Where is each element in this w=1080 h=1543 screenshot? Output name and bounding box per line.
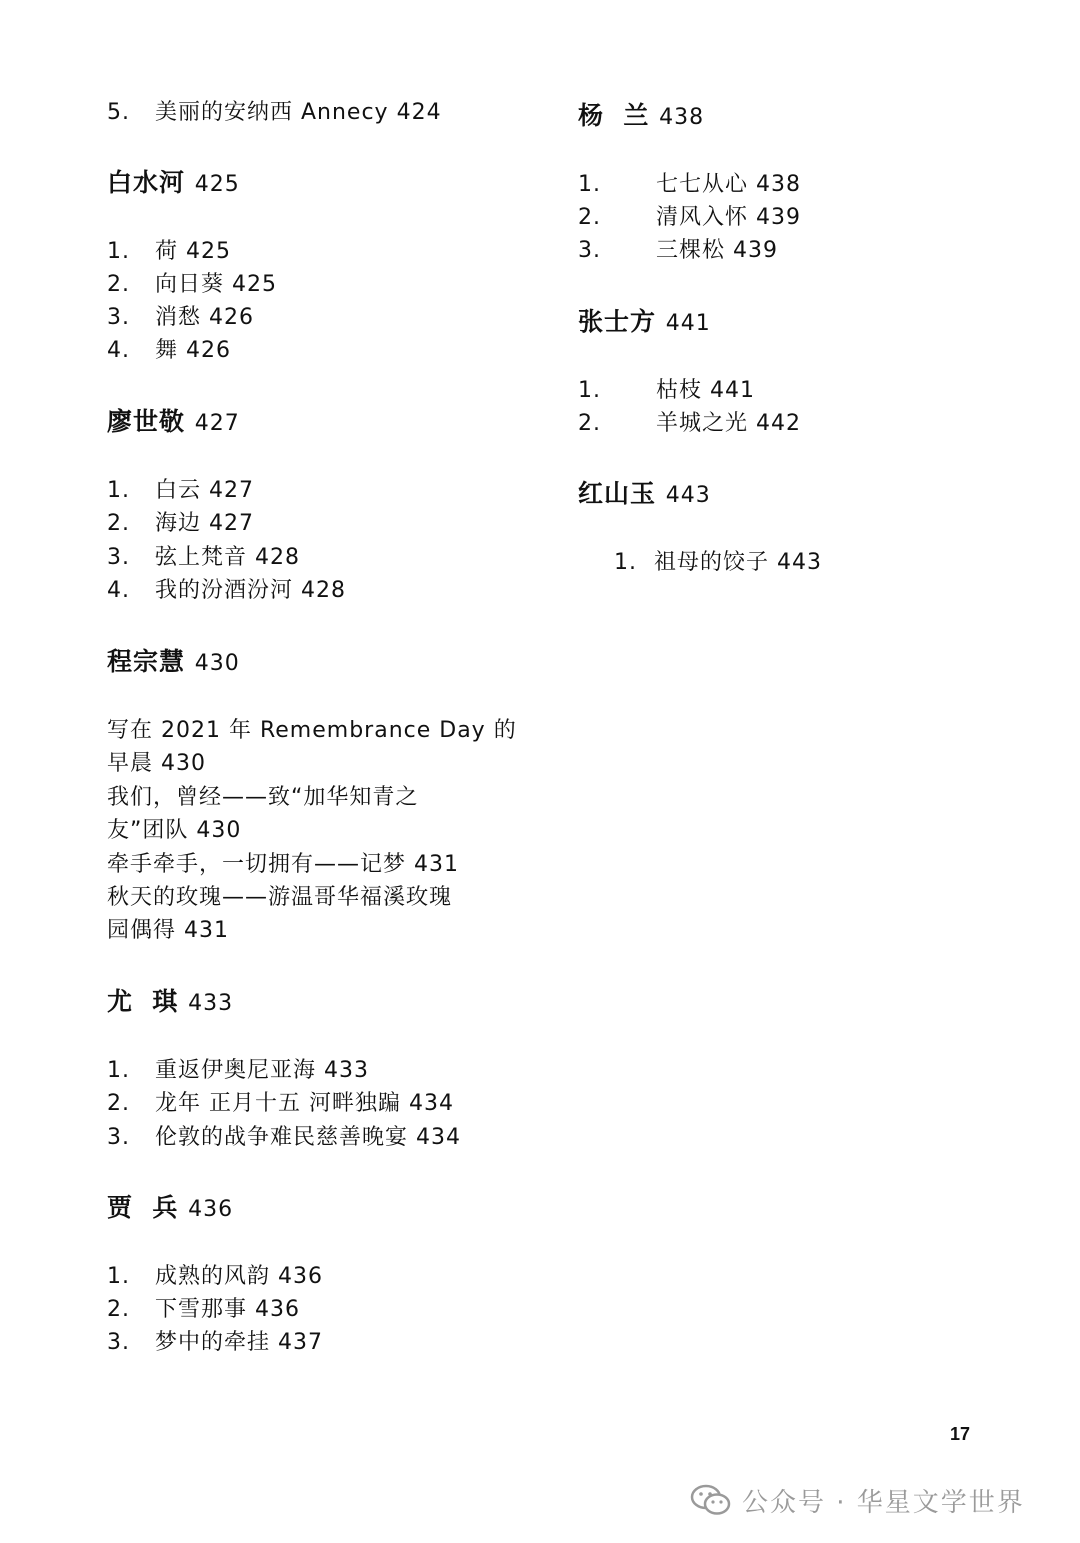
toc-entry: 3. 消愁 426	[107, 305, 255, 330]
toc-entry: 2. 海边 427	[107, 511, 255, 536]
toc-entry: 2. 向日葵 425	[107, 272, 278, 297]
toc-entry: 3. 弦上梵音 428	[107, 545, 301, 570]
toc-entry: 2. 清风入怀 439	[578, 205, 802, 230]
author-page: 443	[665, 483, 711, 508]
author-name: 红山玉	[578, 479, 657, 508]
author-page: 433	[188, 991, 234, 1016]
author-heading	[107, 985, 233, 1020]
toc-entry: 2. 龙年 正月十五 河畔独蹁 434	[107, 1091, 454, 1116]
toc-entry: 2. 下雪那事 436	[107, 1297, 301, 1322]
toc-entry: 4. 舞 426	[107, 338, 232, 363]
toc-entry: 1. 重返伊奥尼亚海 433	[107, 1058, 370, 1083]
author-heading	[578, 477, 711, 512]
author-name: 贾 兵	[107, 1193, 179, 1222]
toc-line: 写在 2021 年 Remembrance Day 的	[107, 718, 517, 743]
author-page: 427	[194, 411, 240, 436]
watermark-text: 公众号 · 华星文学世界	[742, 1487, 1025, 1518]
watermark	[690, 1480, 1025, 1520]
author-heading	[107, 166, 240, 201]
toc-line: 友”团队 430	[107, 818, 242, 843]
author-name: 程宗慧	[107, 647, 186, 676]
author-heading	[107, 405, 240, 440]
toc-line: 牵手牵手，一切拥有——记梦 431	[107, 852, 459, 877]
toc-entry: 3. 伦敦的战争难民慈善晚宴 434	[107, 1125, 462, 1150]
author-name: 廖世敬	[107, 407, 186, 436]
author-heading	[578, 99, 704, 134]
toc-entry: 1. 成熟的风韵 436	[107, 1264, 324, 1289]
author-name: 白水河	[107, 168, 186, 197]
toc-entry: 3. 梦中的牵挂 437	[107, 1330, 324, 1355]
page-number: 17	[950, 1424, 971, 1444]
entry-number: 5.	[107, 100, 130, 125]
wechat-icon	[690, 1483, 732, 1517]
author-page: 436	[188, 1197, 234, 1222]
author-page: 441	[665, 311, 711, 336]
author-heading	[107, 1191, 233, 1226]
author-page: 438	[659, 105, 705, 130]
toc-entry: 1. 七七从心 438	[578, 172, 802, 197]
entry-title: 美丽的安纳西 Annecy	[155, 100, 389, 125]
toc-entry: 1. 荷 425	[107, 239, 232, 264]
toc-entry	[107, 96, 442, 129]
entry-page: 424	[396, 100, 442, 125]
toc-entry: 3. 三棵松 439	[578, 238, 779, 263]
toc-entry: 1. 枯枝 441	[578, 378, 756, 403]
toc-entry: 4. 我的汾酒汾河 428	[107, 578, 347, 603]
author-name: 张士方	[578, 307, 657, 336]
author-page: 430	[194, 651, 240, 676]
toc-entry: 1. 白云 427	[107, 478, 255, 503]
author-heading	[107, 645, 240, 680]
author-page: 425	[194, 172, 240, 197]
toc-entry: 2. 羊城之光 442	[578, 411, 802, 436]
toc-line: 园偶得 431	[107, 918, 229, 943]
toc-entry: 1. 祖母的饺子 443	[614, 550, 823, 575]
author-heading	[578, 305, 711, 340]
toc-line: 早晨 430	[107, 751, 206, 776]
author-name: 尤 琪	[107, 987, 179, 1016]
toc-line: 秋天的玫瑰——游温哥华福溪玫瑰	[107, 885, 453, 910]
toc-line: 我们，曾经——致“加华知青之	[107, 785, 419, 810]
author-name: 杨 兰	[578, 101, 650, 130]
